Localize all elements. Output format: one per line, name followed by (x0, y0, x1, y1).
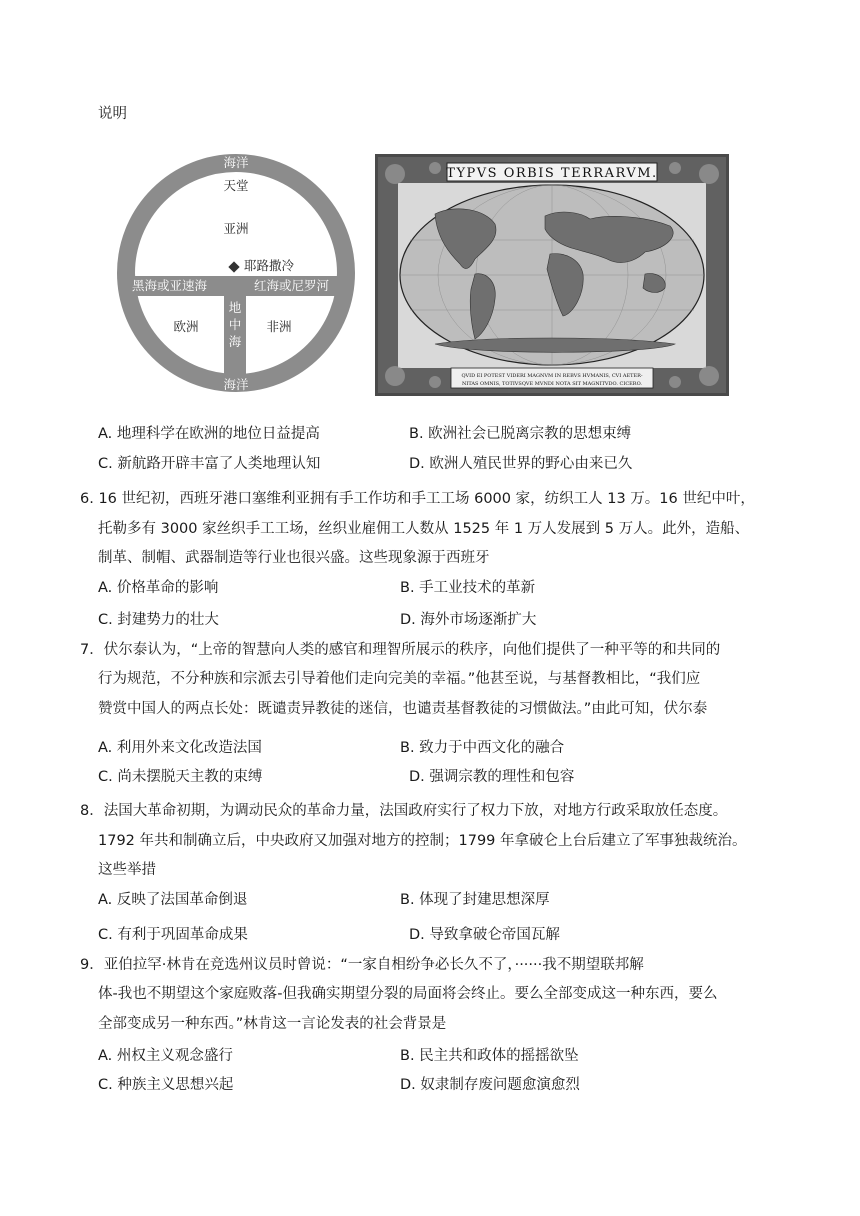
ocean-top-label: 海洋 (223, 155, 249, 170)
q9-stem-line2: 体-我也不期望这个家庭败落-但我确实期望分裂的局面将会终止。要么全部变成这一种东西，要么 (98, 986, 718, 1002)
mediterranean-label-2: 中 (228, 317, 242, 332)
q9-stem-line1: 9．亚伯拉罕·林肯在竞选州议员时曾说：“一家自相纷争必长久不了，······我不期望联邦解 (80, 957, 644, 973)
q5-option-a: A. 地理科学在欧洲的地位日益提高 (98, 426, 320, 442)
q6-option-d: D. 海外市场逐渐扩大 (400, 612, 537, 628)
ocean-bottom-label: 海洋 (223, 377, 249, 392)
mediterranean-label-1: 地 (228, 300, 242, 315)
asia-label: 亚洲 (223, 221, 249, 236)
q8-stem-line3: 这些举措 (98, 862, 156, 878)
q7-option-c: C. 尚未摆脱天主教的束缚 (98, 769, 263, 785)
q8-option-a: A. 反映了法国革命倒退 (98, 892, 248, 908)
q8-stem-line1: 8．法国大革命初期，为调动民众的革命力量，法国政府实行了权力下放，对地方行政采取放任态度。 (80, 803, 728, 819)
q9-option-d: D. 奴隶制存废问题愈演愈烈 (400, 1077, 580, 1093)
red-sea-label: 红海或尼罗河 (254, 278, 330, 293)
africa-label: 非洲 (266, 319, 292, 334)
map-title: TYPVS ORBIS TERRARVM. (446, 166, 658, 181)
q7-stem-line1: 7．伏尔泰认为，“上帝的智慧向人类的感官和理智所展示的秩序，向他们提供了一种平等的和共同的 (80, 642, 721, 658)
q6-option-c: C. 封建势力的壮大 (98, 612, 219, 628)
q8-option-d: D. 导致拿破仑帝国瓦解 (409, 927, 560, 943)
q8-option-b: B. 体现了封建思想深厚 (400, 892, 550, 908)
q8-option-c: C. 有利于巩固革命成果 (98, 927, 248, 943)
q9-option-b: B. 民主共和政体的摇摇欲坠 (400, 1048, 579, 1064)
mediterranean-label-3: 海 (228, 334, 242, 349)
heaven-label: 天堂 (223, 178, 249, 193)
map-caption-line2: NITAS OMNIS, TOTIVSQVE MVNDI NOTA SIT MAGNITVDO. CICERO. (462, 381, 642, 387)
q5-option-b: B. 欧洲社会已脱离宗教的思想束缚 (409, 426, 632, 442)
q7-option-a: A. 利用外来文化改造法国 (98, 740, 262, 756)
jerusalem-marker (228, 261, 239, 272)
q7-stem-line3: 赞赏中国人的两点长处：既谴责异教徒的迷信，也谴责基督教徒的习惯做法。”由此可知，伏尔泰 (98, 701, 708, 717)
q5-option-c: C. 新航路开辟丰富了人类地理认知 (98, 456, 321, 472)
q8-stem-line2: 1792 年共和制确立后，中央政府又加强对地方的控制；1799 年拿破仑上台后建立了军事独裁统治。 (98, 833, 747, 849)
jerusalem-label: 耶路撒冷 (244, 258, 295, 273)
q6-stem-line1: 6. 16 世纪初，西班牙港口塞维利亚拥有手工作坊和手工工场 6000 家，纺织工人 13 万。16 世纪中叶， (80, 491, 755, 507)
map-caption-line1: QVID EI POTEST VIDERI MAGNVM IN REBVS HVMANIS, CVI AETER- (461, 373, 643, 379)
intro-text: 说明 (98, 106, 127, 122)
europe-label: 欧洲 (173, 319, 199, 334)
q6-stem-line3: 制革、制帽、武器制造等行业也很兴盛。这些现象源于西班牙 (98, 550, 490, 566)
q7-stem-line2: 行为规范，不分种族和宗派去引导着他们走向完美的幸福。”他甚至说，与基督教相比，“我们应 (98, 671, 701, 687)
q9-option-c: C. 种族主义思想兴起 (98, 1077, 234, 1093)
q9-option-a: A. 州权主义观念盛行 (98, 1048, 233, 1064)
q7-option-b: B. 致力于中西文化的融合 (400, 740, 565, 756)
black-sea-label: 黑海或亚速海 (132, 278, 208, 293)
q6-option-b: B. 手工业技术的革新 (400, 580, 536, 596)
typus-orbis-terrarum-map (375, 154, 729, 396)
q7-option-d: D. 强调宗教的理性和包容 (409, 769, 575, 785)
q5-option-d: D. 欧洲人殖民世界的野心由来已久 (409, 456, 633, 472)
t-o-map-figure (116, 152, 356, 394)
q9-stem-line3: 全部变成另一种东西。”林肯这一言论发表的社会背景是 (98, 1016, 447, 1032)
q6-option-a: A. 价格革命的影响 (98, 580, 219, 596)
q6-stem-line2: 托勒多有 3000 家丝织手工工场，丝织业雇佣工人数从 1525 年 1 万人发展到 5 万人。此外，造船、 (98, 521, 750, 537)
